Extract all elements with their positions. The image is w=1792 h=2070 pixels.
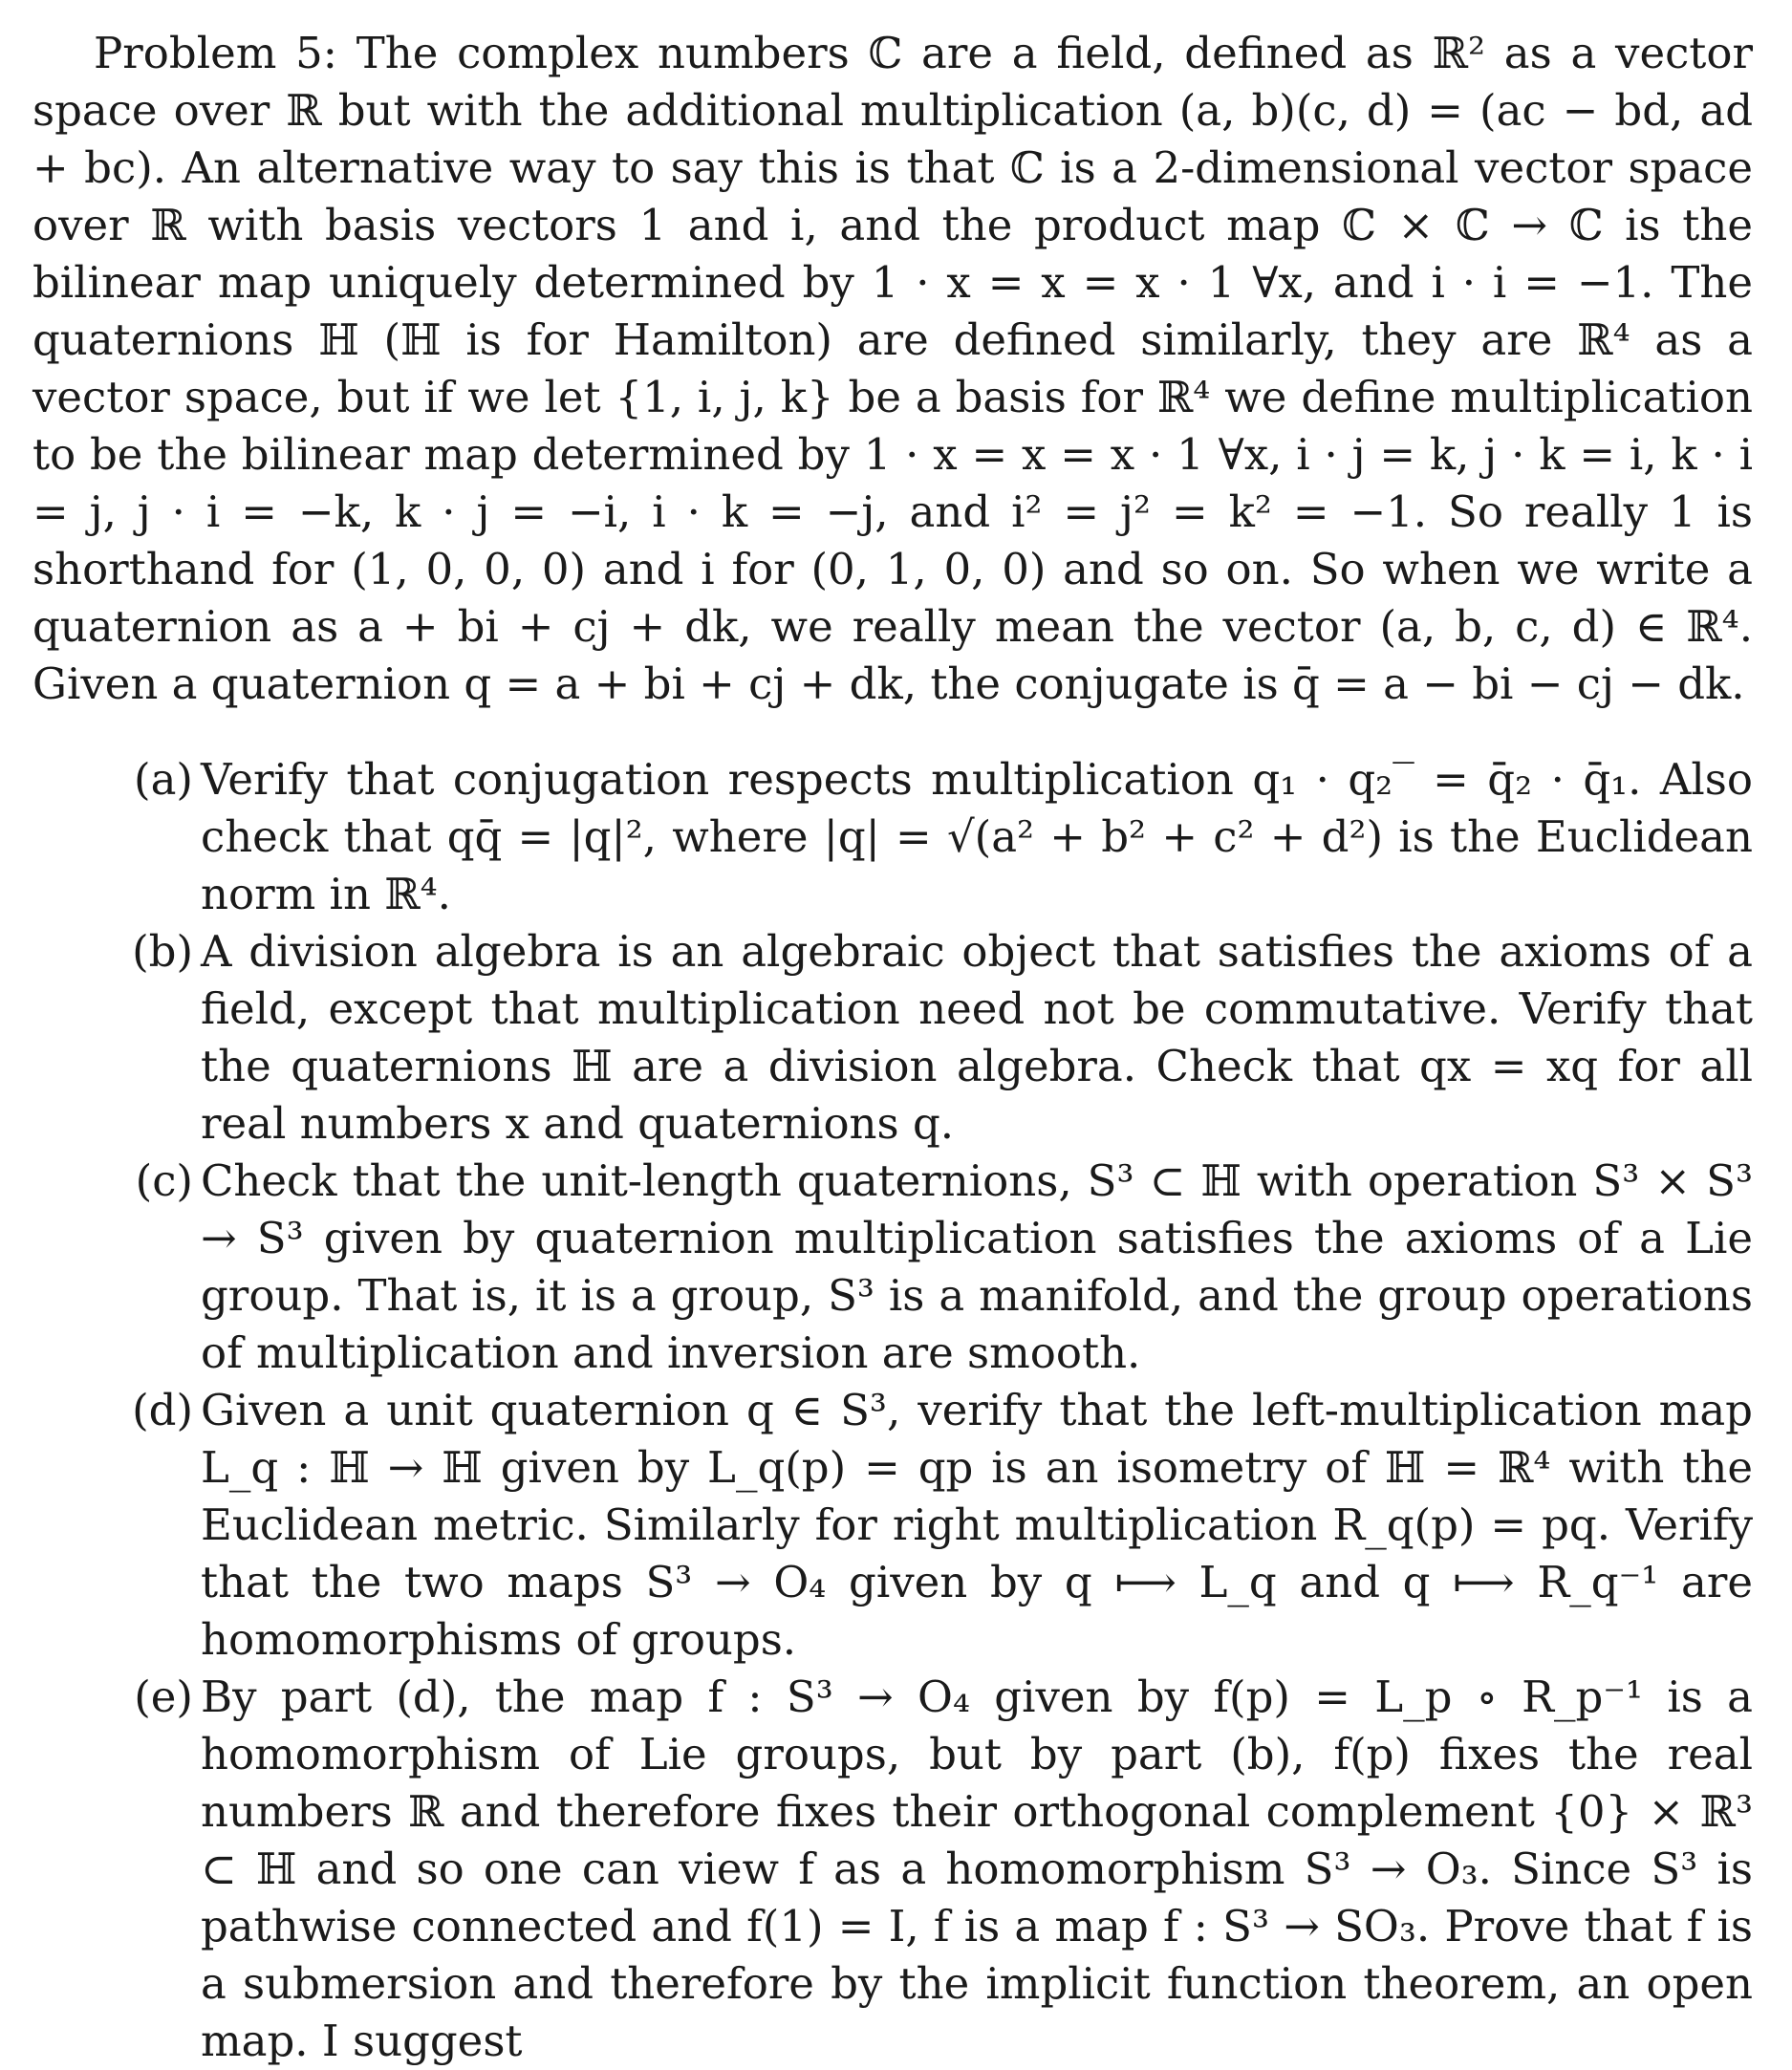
part-label: (e) [134,1671,193,1722]
parts-list [32,751,1753,2070]
part-c [32,1153,1753,1382]
part-text: A division algebra is an algebraic object that satisfies the axioms of a field, except that multiplication need not be commutative. Verify that the quaternions ℍ are a division algebra. Check that qx = xq for all real numbers x and quaternions q. [201,926,1753,1149]
part-text: Verify that conjugation respects multiplication q₁ · q₂‾ = q̄₂ · q̄₁. Also check that qq̄ = |q|², where |q| = √(a² + b² + c² + d²) is the Euclidean norm in ℝ⁴. [201,754,1753,919]
part-text: By part (d), the map f : S³ → O₄ given by f(p) = L_p ∘ R_p⁻¹ is a homomorphism of Lie groups, but by part (b), f(p) fixes the real numbers ℝ and therefore fixes their orthogonal complement {0} × ℝ³ ⊂ ℍ and so one can view f as a homomorphism S³ → O₃. Since S³ is pathwise connected and f(1) = I, f is a map f : S³ → SO₃. Prove that f is a submersion and therefore by the implicit function theorem, an open map. I suggest [201,1671,1753,2066]
part-label: (c) [135,1155,193,1206]
document-page [32,25,1753,2070]
part-text: Given a unit quaternion q ∈ S³, verify that the left-multiplication map L_q : ℍ → ℍ given by L_q(p) = qp is an isometry of ℍ = ℝ⁴ with the Euclidean metric. Similarly for right multiplication R_q(p) = pq. Verify that the two maps S³ → O₄ given by q ⟼ L_q and q ⟼ R_q⁻¹ are homomorphisms of groups. [201,1385,1753,1665]
part-b [32,923,1753,1153]
part-a [32,751,1753,923]
part-label: (b) [132,926,193,977]
part-label: (a) [134,754,193,805]
part-e [32,1669,1753,2070]
problem-statement: Problem 5: The complex numbers ℂ are a field, defined as ℝ² as a vector space over ℝ but with the additional multiplication (a, b)(c, d) = (ac − bd, ad + bc). An alternative way to say this is that ℂ is a 2-dimensional vector space over ℝ with basis vectors 1 and i, and the product map ℂ × ℂ → ℂ is the bilinear map uniquely determined by 1 · x = x = x · 1 ∀x, and i · i = −1. The quaternions ℍ (ℍ is for Hamilton) are defined similarly, they are ℝ⁴ as a vector space, but if we let {1, i, j, k} be a basis for ℝ⁴ we define multiplication to be the bilinear map determined by 1 · x = x = x · 1 ∀x, i · j = k, j · k = i, k · i = j, j · i = −k, k · j = −i, i · k = −j, and i² = j² = k² = −1. So really 1 is shorthand for (1, 0, 0, 0) and i for (0, 1, 0, 0) and so on. So when we write a quaternion as a + bi + cj + dk, we really mean the vector (a, b, c, d) ∈ ℝ⁴. Given a quaternion q = a + bi + cj + dk, the conjugate is q̄ = a − bi − cj − dk. [32,28,1753,709]
part-text: Check that the unit-length quaternions, S³ ⊂ ℍ with operation S³ × S³ → S³ given by quaternion multiplication satisfies the axioms of a Lie group. That is, it is a group, S³ is a manifold, and the group operations of multiplication and inversion are smooth. [201,1155,1753,1378]
part-label: (d) [132,1385,193,1435]
part-d [32,1382,1753,1669]
